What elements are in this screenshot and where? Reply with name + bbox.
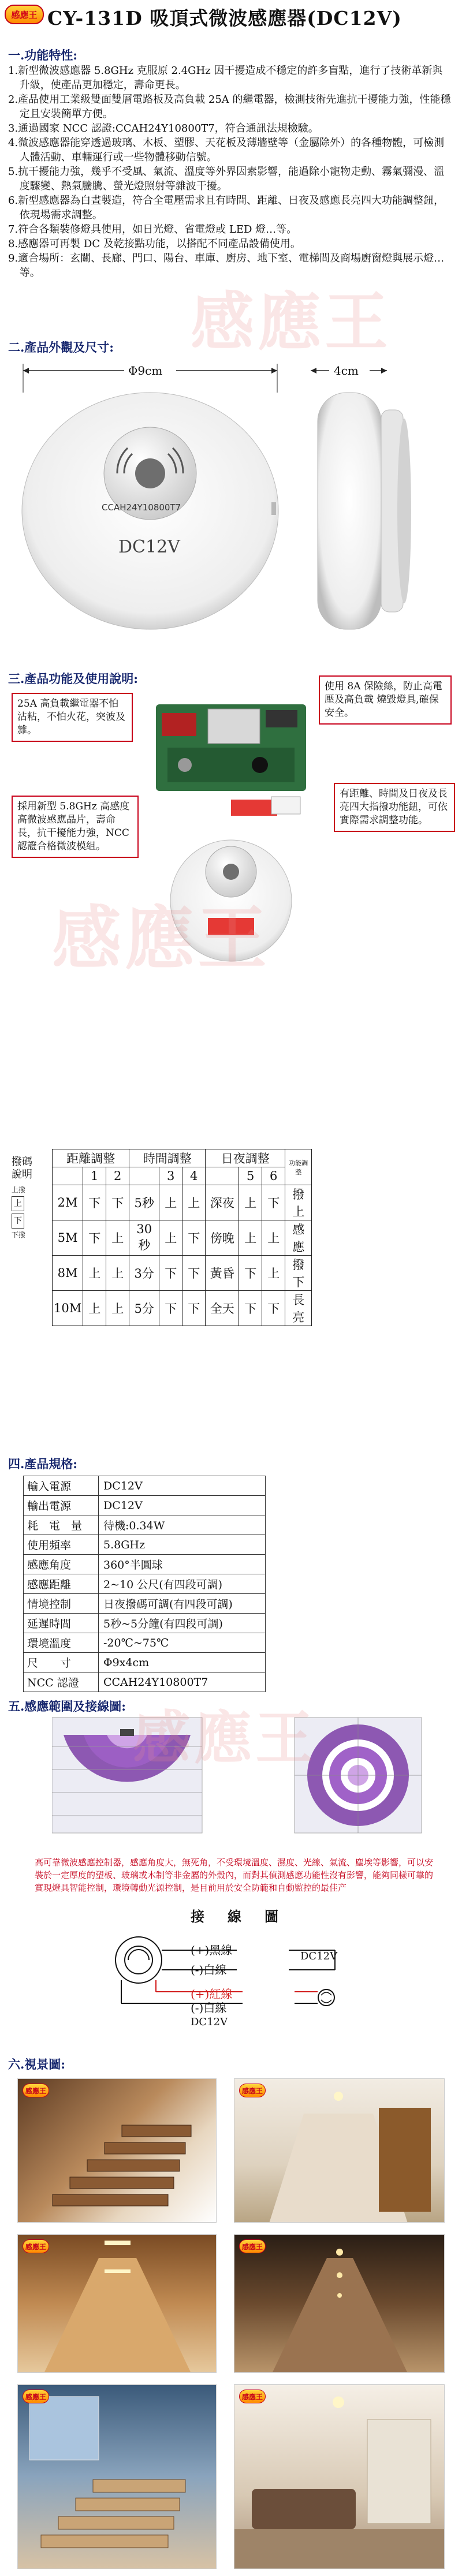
spec-value: 2~10 公尺(有四段可調): [103, 1578, 223, 1591]
dip-switch-number: 2: [106, 1167, 129, 1185]
wire-red-plus: (+)紅線: [191, 1987, 233, 2001]
dip-cell: 全天: [206, 1291, 239, 1326]
spec-value: CCAH24Y10800T7: [103, 1675, 208, 1689]
depth-label: 4cm: [334, 364, 359, 378]
dip-legend-up-box: 上: [12, 1196, 24, 1211]
dip-legend: [12, 1156, 40, 1241]
wiring-title: 接 線 圖: [191, 1908, 283, 1925]
brand-logo: 感應王: [5, 5, 44, 24]
hallway-illustration: [18, 2235, 217, 2373]
dip-cell: 30秒: [129, 1220, 159, 1256]
spec-row: [24, 1594, 265, 1614]
scene-photo-hallway-wood: [17, 2234, 217, 2373]
living-room-illustration: [234, 2385, 445, 2569]
spec-key: NCC 認證: [24, 1672, 99, 1692]
dip-cell: 下: [239, 1291, 262, 1326]
features-heading: 一.功能特性:: [8, 48, 78, 62]
range-description: 高可靠微波感應控制器，感應角度大，無死角，不受環境溫度、濕度、光線、氣流、塵埃等影響，可以安裝於一定厚度的塑板、玻璃或木制等非金屬的外殼內，而對其偵測感應功能性沒有影響，能夠同樣可靠的實現燈具智能控制，環境轉動光源控制，是目前用於安全防範和自動監控的最佳产: [35, 1857, 434, 1893]
spec-row: [24, 1672, 265, 1692]
spec-row: [24, 1496, 265, 1515]
spec-value: -20℃~75℃: [103, 1636, 169, 1649]
dip-header-daynight: 日夜調整: [206, 1149, 285, 1167]
dip-header-distance: 距離調整: [53, 1149, 129, 1167]
feature-item: 6.新型感應器為白晝製造，符合全電壓需求且有時間、距離、日夜及感應長亮四大功能調整鈕，依現場需求調整。: [8, 195, 445, 221]
spec-key: 情境控制: [24, 1594, 99, 1613]
photo-logo: 感應王: [23, 2084, 49, 2097]
dip-switch-number: 6: [262, 1167, 285, 1185]
dip-switch-number: 3: [159, 1167, 182, 1185]
dip-switch-number: 4: [182, 1167, 206, 1185]
photos-heading: 六.視景圖:: [8, 2057, 66, 2071]
spec-value: 日夜撥碼可調(有四段可調): [103, 1598, 233, 1611]
dip-cell: 上: [262, 1220, 285, 1256]
diameter-label: Φ9cm: [128, 364, 163, 378]
spec-key: 感應距離: [24, 1574, 99, 1593]
spec-value: DC12V: [103, 1479, 143, 1492]
dip-header-function: 功能調整: [285, 1149, 312, 1185]
dip-cell: 撥下: [285, 1256, 312, 1291]
dip-cell: 8M: [53, 1256, 83, 1291]
dip-header-time: 時間調整: [129, 1149, 206, 1167]
specs-heading: 四.產品規格:: [8, 1457, 78, 1471]
dip-cell: 上: [262, 1256, 285, 1291]
dip-cell: 上: [239, 1185, 262, 1220]
spec-row: [24, 1614, 265, 1633]
spec-key: 環境溫度: [24, 1633, 99, 1652]
photo-logo: 感應王: [239, 2239, 266, 2253]
scene-photo-living-room: [234, 2384, 445, 2569]
dip-cell: 5M: [53, 1220, 83, 1256]
dip-cell: 深夜: [206, 1185, 239, 1220]
callout-dip: 有距離、時間及日夜及長亮四大指撥功能鈕，可依實際需求調整功能。: [334, 783, 455, 832]
dip-cell: 撥上: [285, 1185, 312, 1220]
dip-cell: 傍晚: [206, 1220, 239, 1256]
dip-cell: 上: [83, 1291, 106, 1326]
photo-logo: 感應王: [23, 2390, 49, 2403]
dip-cell: 上: [83, 1256, 106, 1291]
feature-item: 2.產品使用工業級雙面雙層電路板及高負載 25A 的繼電器，檢測技術先進抗干擾能力強，性能穩定且安裝簡單方便。: [8, 94, 451, 120]
usage-heading: 三.產品功能及使用說明:: [8, 671, 139, 686]
dip-cell: 10M: [53, 1291, 83, 1326]
spec-row: [24, 1633, 265, 1653]
dip-cell: 上: [159, 1185, 182, 1220]
dip-cell: 下: [182, 1291, 206, 1326]
spec-key: 使用頻率: [24, 1535, 99, 1554]
circuit-board-figure: [144, 687, 318, 987]
dip-cell: 5秒: [129, 1185, 159, 1220]
dark-corridor-illustration: [234, 2235, 445, 2373]
dip-legend-title: 撥碼說明: [12, 1156, 32, 1181]
stairwell-illustration: [18, 2385, 217, 2569]
dip-cell: 上: [159, 1220, 182, 1256]
wire-input-label: DC12V: [300, 1950, 338, 1962]
watermark-logo: 感應王: [52, 899, 270, 979]
scene-photo-corridor-dark: [234, 2234, 445, 2373]
appearance-heading: 二.產品外觀及尺寸:: [8, 340, 114, 354]
dip-cell: 3分: [129, 1256, 159, 1291]
dip-cell: 長亮: [285, 1291, 312, 1326]
spec-value: 5秒~5分鐘(有四段可調): [103, 1618, 223, 1630]
feature-item: 7.符合各類裝修燈具使用，如日光燈、省電燈或 LED 燈…等。: [8, 223, 297, 236]
dip-switch-number: 1: [83, 1167, 106, 1185]
callout-microwave: 採用新型 5.8GHz 高感度高微波感應晶片，壽命長，抗干擾能力強，NCC 認證合格微波模組。: [12, 796, 139, 858]
scene-photo-corridor-light: [234, 2078, 445, 2223]
wiring-diagram: [98, 1928, 375, 2021]
dip-legend-down: 下撥: [12, 1231, 26, 1239]
dip-cell: 下: [106, 1185, 129, 1220]
device-model-text: DC12V: [118, 537, 180, 557]
dip-cell: 上: [106, 1291, 129, 1326]
dip-cell: 下: [182, 1220, 206, 1256]
spec-key: 延遲時間: [24, 1614, 99, 1633]
dip-cell: 下: [262, 1291, 285, 1326]
dip-cell: 下: [159, 1256, 182, 1291]
feature-item: 4.微波感應器能穿透過玻璃、木板、塑膠、天花板及薄牆壁等（金屬除外）的各種物體，可檢測人體活動、車輛運行或一些物體移動信號。: [8, 137, 445, 163]
feature-item: 9.適合場所：玄關、長廊、門口、陽台、車庫、廚房、地下室、電梯間及商場廚窗燈與展示燈…等。: [8, 252, 445, 279]
dip-legend-up: 上撥: [12, 1186, 26, 1194]
staircase-illustration: [18, 2079, 217, 2223]
wire-output-label: DC12V: [191, 2016, 228, 2028]
dip-cell: 下: [262, 1185, 285, 1220]
wire-black-plus: (+)黑線: [191, 1943, 233, 1957]
scene-photo-stairwell: [17, 2384, 217, 2569]
spec-value: DC12V: [103, 1499, 143, 1512]
dip-switch-table: [52, 1149, 312, 1326]
range-heading: 五.感應範圍及接線圖:: [8, 1699, 126, 1713]
dip-cell: 上: [106, 1256, 129, 1291]
feature-item: 5.抗干擾能力強，幾乎不受風、氣流、溫度等外界因素影響，能過除小寵物走動、霧氣彌漫、溫度驟變、熱氣騰騰、螢光燈照射等雜波干擾。: [8, 166, 445, 192]
wire-red-minus: (-)白線: [191, 2001, 227, 2015]
spec-key: 輸入電源: [24, 1476, 99, 1495]
spec-row: [24, 1535, 265, 1555]
device-ncc-text: CCAH24Y10800T7: [102, 502, 181, 513]
watermark-logo: 感應王: [133, 1704, 316, 1772]
callout-relay: 25A 高負載繼電器不怕沾粘，不怕火花，突波及雜。: [12, 693, 133, 742]
spec-value: 360°半圓球: [103, 1559, 163, 1571]
spec-row: [24, 1574, 265, 1594]
product-dimension-figure: [6, 358, 456, 658]
corridor-illustration: [234, 2079, 445, 2223]
dip-cell: 2M: [53, 1185, 83, 1220]
dip-cell: 上: [182, 1185, 206, 1220]
dip-legend-down-box: 下: [12, 1214, 24, 1229]
spec-row: [24, 1555, 265, 1574]
feature-item: 3.通過國家 NCC 認證:CCAH24Y10800T7，符合通訊法規檢驗。: [8, 122, 319, 135]
dip-switch-number: 5: [239, 1167, 262, 1185]
dip-cell: 下: [182, 1256, 206, 1291]
dip-blank-cell: [53, 1167, 83, 1185]
dip-cell: 上: [239, 1220, 262, 1256]
spec-value: 待機:0.34W: [103, 1520, 165, 1532]
spec-key: 耗 電 量: [24, 1515, 99, 1535]
dip-cell: 上: [106, 1220, 129, 1256]
wire-black-minus: (-)白線: [191, 1963, 227, 1977]
feature-item: 8.感應器可再製 DC 及乾接點功能，以搭配不同產品設備使用。: [8, 238, 301, 250]
detection-range-diagram: [52, 1712, 427, 1839]
callout-fuse: 使用 8A 保險絲，防止高電壓及高負載 燒毀燈具,確保安全。: [319, 675, 452, 725]
photo-logo: 感應王: [23, 2239, 49, 2253]
dip-cell: 感應: [285, 1220, 312, 1256]
dip-cell: 下: [83, 1185, 106, 1220]
dip-cell: 5分: [129, 1291, 159, 1326]
spec-row: [24, 1515, 265, 1535]
dip-blank-cell: [129, 1167, 159, 1185]
feature-item: 1.新型微波感應器 5.8GHz 克服原 2.4GHz 因干擾造成不穩定的許多盲點，進行了技術革新與升級，使產品更加穩定，壽命更長。: [8, 65, 443, 91]
page-title: CY-131D 吸頂式微波感應器(DC12V): [47, 7, 402, 29]
spec-value: 5.8GHz: [103, 1538, 145, 1551]
spec-row: [24, 1653, 265, 1672]
spec-table: [23, 1476, 266, 1692]
dip-cell: 下: [83, 1220, 106, 1256]
dip-cell: 下: [239, 1256, 262, 1291]
spec-key: 感應角度: [24, 1555, 99, 1574]
watermark-logo: 感應王: [191, 285, 392, 359]
spec-key: 輸出電源: [24, 1496, 99, 1515]
spec-row: [24, 1476, 265, 1496]
dip-cell: 黃昏: [206, 1256, 239, 1291]
photo-logo: 感應王: [239, 2084, 266, 2097]
dip-cell: 下: [159, 1291, 182, 1326]
spec-value: Φ9x4cm: [103, 1656, 150, 1669]
spec-key: 尺 寸: [24, 1653, 99, 1672]
dip-blank-cell: [206, 1167, 239, 1185]
features-list: [8, 64, 453, 280]
scene-photo-staircase: [17, 2078, 217, 2223]
photo-logo: 感應王: [239, 2390, 266, 2403]
